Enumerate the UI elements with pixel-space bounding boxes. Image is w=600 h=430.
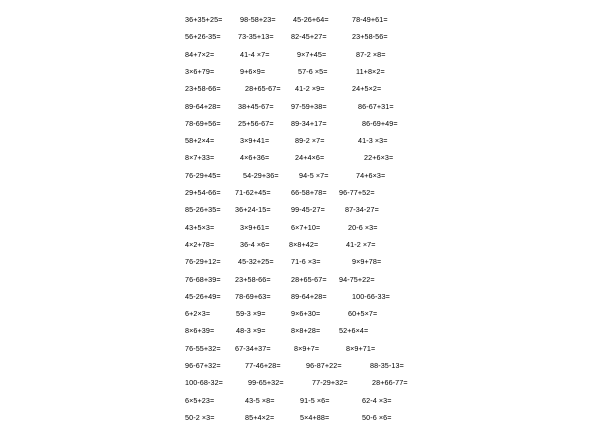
math-problem: 9×7+45= — [297, 49, 327, 59]
math-problem: 76-29+45= — [185, 170, 221, 180]
math-problem: 24+5×2= — [352, 84, 382, 94]
math-problem: 74+6×3= — [356, 170, 386, 180]
math-problem: 36-4 ×6= — [240, 239, 270, 249]
math-problem: 87-34-27= — [345, 205, 379, 215]
math-problem: 89-64+28= — [185, 101, 221, 111]
math-problem: 60+5×7= — [348, 309, 378, 319]
math-problem: 41-3 ×3= — [358, 136, 388, 146]
math-problem: 28+65-67= — [291, 274, 327, 284]
math-problem: 6+2×3= — [185, 309, 211, 319]
math-problem: 38+45-67= — [238, 101, 274, 111]
math-problem: 29+54-66= — [185, 188, 221, 197]
math-problem: 77-29+32= — [312, 378, 348, 388]
problem-row — [0, 413, 600, 430]
problem-row — [0, 326, 600, 343]
math-problem: 94-5 ×7= — [299, 170, 329, 180]
math-problem: 98-58+23= — [240, 15, 276, 24]
math-problem: 96-67+32= — [185, 361, 221, 370]
math-problem: 54-29+36= — [243, 170, 279, 180]
math-problem: 78-49+61= — [352, 15, 388, 24]
math-problem: 41-4 ×7= — [240, 49, 270, 59]
math-problem: 96-87+22= — [306, 361, 342, 370]
math-problem: 23+58-56= — [352, 32, 388, 42]
problem-row — [0, 223, 600, 240]
math-problem: 3×9+41= — [240, 136, 270, 146]
math-problem: 50-6 ×6= — [362, 412, 392, 422]
math-problem: 6×7+10= — [291, 222, 321, 232]
math-problem: 73-35+13= — [238, 32, 274, 42]
math-problem: 22+6×3= — [364, 153, 394, 163]
math-problem: 20-6 ×3= — [348, 222, 378, 232]
math-problem: 71-6 ×3= — [291, 257, 321, 267]
math-problem: 48-3 ×9= — [236, 326, 266, 336]
math-problem: 67-34+37= — [235, 343, 271, 353]
problem-row — [0, 119, 600, 136]
problem-row — [0, 15, 600, 32]
problem-row — [0, 309, 600, 326]
math-problem: 6×5+23= — [185, 395, 215, 405]
math-problem: 99-45-27= — [291, 205, 325, 215]
math-problem: 50-2 ×3= — [185, 412, 215, 422]
math-problem: 66-58+78= — [291, 188, 327, 197]
math-problem: 41-2 ×7= — [346, 239, 376, 249]
math-problem: 28+65-67= — [245, 84, 281, 94]
math-problem: 71-62+45= — [235, 188, 271, 197]
math-problem: 78-69+56= — [185, 118, 221, 128]
math-problem: 28+66-77= — [372, 378, 408, 388]
math-problem: 84+7×2= — [185, 49, 215, 59]
math-problem: 3×6+79= — [185, 66, 215, 76]
math-problem: 89-64+28= — [291, 291, 327, 301]
math-problem: 87-2 ×8= — [356, 49, 386, 59]
math-problem: 9×9+78= — [352, 257, 382, 267]
math-problem: 36+24-15= — [235, 205, 271, 215]
problem-row — [0, 292, 600, 309]
math-problem: 82-45+27= — [291, 32, 327, 42]
math-problem: 62-4 ×3= — [362, 395, 392, 405]
math-problem: 88-35-13= — [370, 361, 404, 370]
math-problem: 45-32+25= — [238, 257, 274, 267]
problem-row — [0, 257, 600, 274]
math-problem: 45-26+49= — [185, 291, 221, 301]
math-problem: 100-66-33= — [352, 291, 390, 301]
math-problem: 89-34+17= — [291, 118, 327, 128]
math-problem: 96-77+52= — [339, 188, 375, 197]
math-problem: 8×6+39= — [185, 326, 215, 336]
math-problem: 58+2×4= — [185, 136, 215, 146]
math-problem: 91-5 ×6= — [300, 395, 330, 405]
math-problem: 78-69+63= — [235, 291, 271, 301]
math-problem: 41-2 ×9= — [295, 84, 325, 94]
problem-row — [0, 32, 600, 49]
math-problem: 85-26+35= — [185, 205, 221, 215]
math-problem: 43+5×3= — [185, 222, 215, 232]
math-problem: 9×6+30= — [291, 309, 321, 319]
math-problem: 23+58-66= — [235, 274, 271, 284]
math-problem: 86-69+49= — [362, 118, 398, 128]
math-problem: 9+6×9= — [240, 66, 266, 76]
math-problem: 8×7+33= — [185, 153, 215, 163]
problem-row — [0, 67, 600, 84]
math-problem: 24+4×6= — [295, 153, 325, 163]
math-problem: 8×8+42= — [289, 239, 319, 249]
math-problem: 36+35+25= — [185, 15, 223, 24]
problem-row — [0, 153, 600, 170]
problem-row — [0, 240, 600, 257]
math-problem: 23+58-66= — [185, 84, 221, 94]
math-problem: 86-67+31= — [358, 101, 394, 111]
math-problem: 8×8+28= — [291, 326, 321, 336]
problem-row — [0, 84, 600, 101]
math-problem: 8×9+71= — [346, 343, 376, 353]
math-problem: 5×4+88= — [300, 412, 330, 422]
math-problem: 25+56-67= — [238, 118, 274, 128]
problem-row — [0, 188, 600, 205]
math-problem: 52+6×4= — [339, 326, 369, 336]
problem-row — [0, 205, 600, 222]
math-problem: 99-65+32= — [248, 378, 284, 388]
math-problem: 11+8×2= — [356, 66, 385, 76]
math-problem: 3×9+61= — [240, 222, 270, 232]
math-problem: 8×9+7= — [294, 343, 320, 353]
math-problem: 76-29+12= — [185, 257, 221, 267]
math-problem: 85+4×2= — [245, 412, 275, 422]
math-problem: 76-55+32= — [185, 343, 221, 353]
problem-row — [0, 344, 600, 361]
math-problem: 57-6 ×5= — [298, 66, 328, 76]
problem-row — [0, 171, 600, 188]
math-problem: 56+26-35= — [185, 32, 221, 42]
math-problem: 94-75+22= — [339, 274, 375, 284]
math-problem: 100-68-32= — [185, 378, 223, 388]
math-problem: 76-68+39= — [185, 274, 221, 284]
problem-row — [0, 136, 600, 153]
problem-row — [0, 275, 600, 292]
math-problem: 4×2+78= — [185, 239, 215, 249]
problem-row — [0, 102, 600, 119]
math-problem: 45-26+64= — [293, 15, 329, 24]
problem-row — [0, 361, 600, 378]
math-problem: 59-3 ×9= — [236, 309, 266, 319]
math-problem: 77-46+28= — [245, 361, 281, 370]
problem-row — [0, 378, 600, 395]
problem-row — [0, 50, 600, 67]
problem-row — [0, 396, 600, 413]
math-problem: 89-2 ×7= — [295, 136, 325, 146]
math-problem: 43-5 ×8= — [245, 395, 275, 405]
math-problem: 97-59+38= — [291, 101, 327, 111]
math-problem: 4×6+36= — [240, 153, 270, 163]
